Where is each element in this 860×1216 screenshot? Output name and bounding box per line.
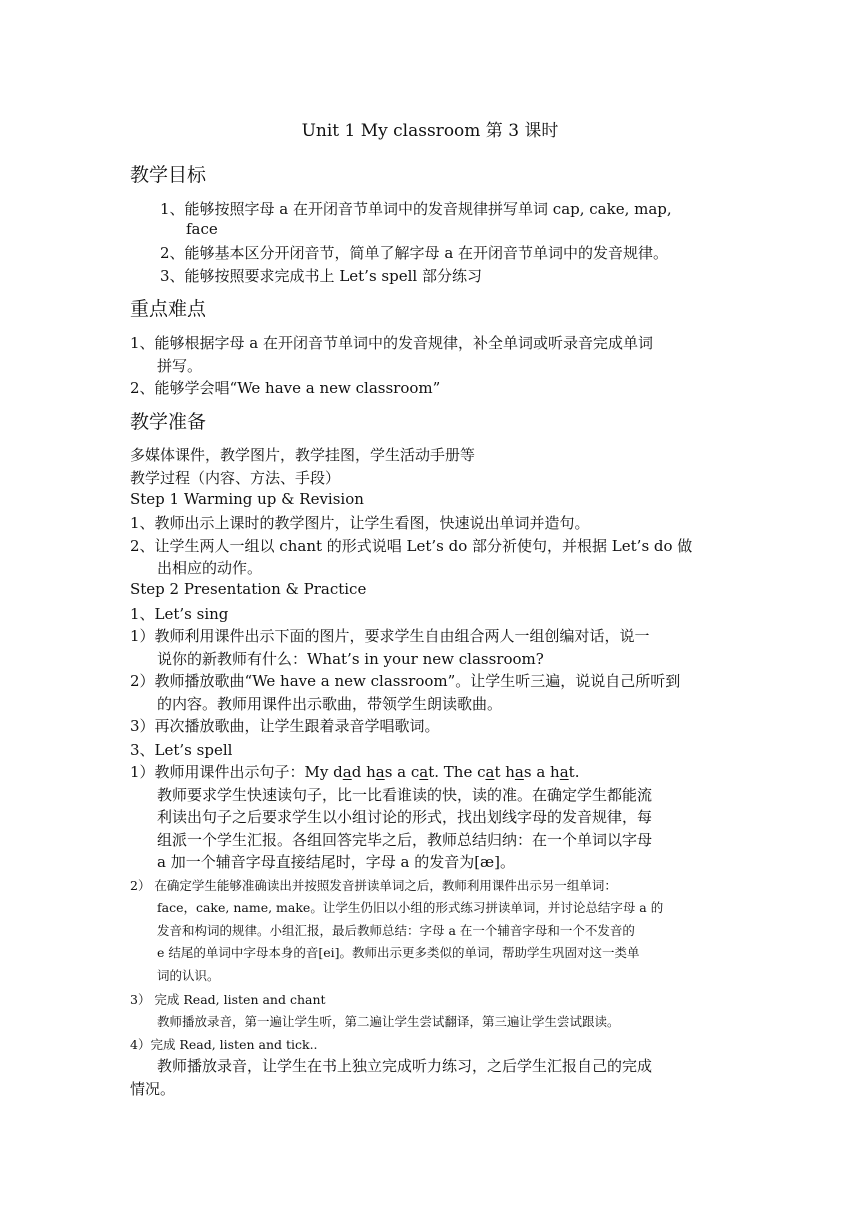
objective-line: 1、能够按照字母 a 在开闭音节单词中的发音规律拼写单词 cap, cake, map, (160, 200, 672, 218)
objective-line: face (186, 220, 218, 238)
step1-line: 出相应的动作。 (157, 559, 263, 577)
spell-sentence-part: s a c (384, 763, 420, 781)
spell-sentence-line (130, 761, 579, 782)
tick-line: 教师播放录音，让学生在书上独立完成听力练习，之后学生汇报自己的完成 (157, 1057, 653, 1075)
underlined-letter: a (419, 763, 429, 781)
tick-title: 4）完成 Read, listen and tick.. (130, 1037, 318, 1052)
spell-small-line: face，cake, name, make。让学生仍旧以小组的形式练习拼读单词，并讨论总结字母 a 的 (157, 900, 664, 915)
objective-line: 2、能够基本区分开闭音节，简单了解字母 a 在开闭音节单词中的发音规律。 (160, 244, 669, 262)
sing-line: 的内容。教师用课件出示歌曲，带领学生朗读歌曲。 (157, 695, 503, 713)
chant-line: 教师播放录音，第一遍让学生听，第二遍让学生尝试翻译，第三遍让学生尝试跟读。 (157, 1014, 620, 1029)
spell-sentence-end: t. (568, 763, 580, 781)
heading-key-points: 重点难点 (130, 298, 207, 320)
step1-title: Step 1 Warming up & Revision (130, 490, 364, 508)
key-point-line: 2、能够学会唱“We have a new classroom” (130, 379, 441, 397)
spell-small-line: 发音和构词的规律。小组汇报，最后教师总结：字母 a 在一个辅音字母和一个不发音的 (157, 923, 635, 938)
heading-preparation: 教学准备 (130, 411, 207, 433)
spell-sentence-part: t. The c (428, 763, 486, 781)
spell-line: 教师要求学生快速读句子，比一比看谁读的快，读的准。在确定学生都能流 (157, 786, 653, 804)
materials-text: 多媒体课件，教学图片，教学挂图，学生活动手册等 (130, 446, 476, 464)
step2-title: Step 2 Presentation & Practice (130, 580, 367, 598)
objective-line: 3、能够按照要求完成书上 Let’s spell 部分练习 (160, 267, 482, 285)
spell-small-line: e 结尾的单词中字母本身的音[ei]。教师出示更多类似的单词，帮助学生巩固对这一类单 (157, 945, 640, 960)
key-point-line: 1、能够根据字母 a 在开闭音节单词中的发音规律，补全单词或听录音完成单词 (130, 334, 654, 352)
underlined-letter: a (559, 763, 569, 781)
spell-line: 组派一个学生汇报。各组回答完毕之后，教师总结归纳：在一个单词以字母 (157, 831, 653, 849)
spell-line: 利读出句子之后要求学生以小组讨论的形式，找出划线字母的发音规律，每 (157, 808, 653, 826)
sing-line: 说你的新教师有什么：What’s in your new classroom? (157, 650, 544, 668)
sing-line: 1）教师利用课件出示下面的图片，要求学生自由组合两人一组创编对话，说一 (130, 627, 650, 645)
page-title: Unit 1 My classroom 第 3 课时 (301, 121, 559, 141)
step1-line: 1、教师出示上课时的教学图片，让学生看图，快速说出单词并造句。 (130, 514, 590, 532)
underlined-letter: a (375, 763, 385, 781)
sing-title: 1、Let’s sing (130, 605, 229, 623)
spell-sentence-part: t h (494, 763, 515, 781)
underlined-letter: a (342, 763, 352, 781)
step1-line: 2、让学生两人一组以 chant 的形式说唱 Let’s do 部分祈使句，并根据 Let’s do 做 (130, 537, 693, 555)
chant-title: 3） 完成 Read, listen and chant (130, 992, 326, 1007)
spell-small-line: 2） 在确定学生能够准确读出并按照发音拼读单词之后，教师利用课件出示另一组单词： (130, 878, 617, 893)
spell-title: 3、Let’s spell (130, 741, 233, 759)
key-point-line: 拼写。 (157, 357, 203, 375)
underlined-letter: a (514, 763, 524, 781)
spell-sentence-part: s a h (523, 763, 560, 781)
spell-small-line: 词的认识。 (157, 968, 220, 983)
sing-line: 2）教师播放歌曲“We have a new classroom”。让学生听三遍，说说自己所听到 (130, 672, 681, 690)
heading-objectives: 教学目标 (130, 164, 207, 186)
tick-line: 情况。 (130, 1080, 176, 1098)
process-text: 教学过程（内容、方法、手段） (130, 469, 341, 487)
spell-sentence-part: d h (351, 763, 376, 781)
spell-line: a 加一个辅音字母直接结尾时，字母 a 的发音为[æ]。 (157, 853, 515, 871)
spell-sentence-prefix: 1）教师用课件出示句子：My d (130, 763, 343, 781)
underlined-letter: a (485, 763, 495, 781)
sing-line: 3）再次播放歌曲，让学生跟着录音学唱歌词。 (130, 717, 440, 735)
